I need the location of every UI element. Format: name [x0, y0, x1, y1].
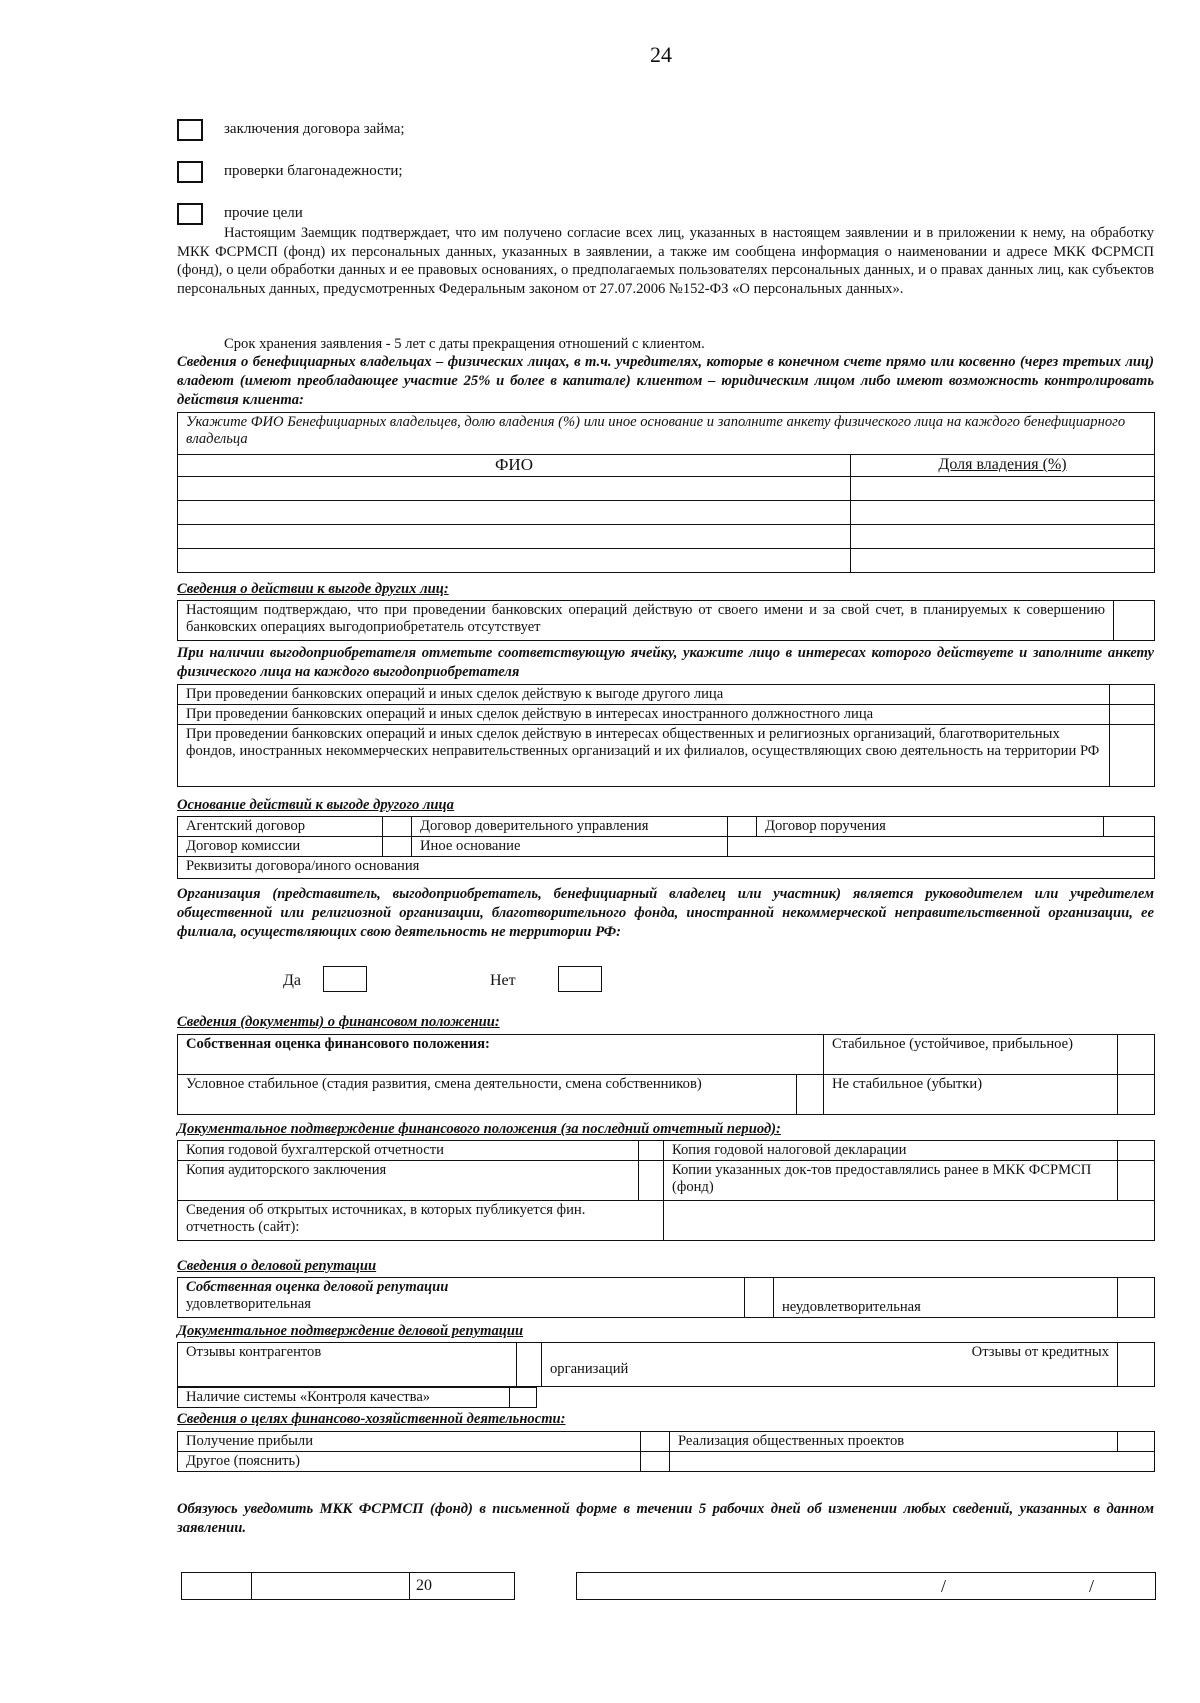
purpose-loan-checkbox[interactable]: [177, 119, 203, 141]
goal-other: Другое (пояснить): [178, 1452, 641, 1472]
goal-other-checkbox[interactable]: [641, 1452, 670, 1472]
benefit-option-checkbox[interactable]: [1110, 705, 1155, 725]
rep-quality: Наличие системы «Контроля качества»: [178, 1388, 510, 1408]
basis-trust-checkbox[interactable]: [728, 817, 757, 837]
basis-table: [177, 816, 1155, 879]
benefit-option: При проведении банковских операций и иных сделок действую к выгоде другого лица: [178, 685, 1110, 705]
fin-unstable-checkbox[interactable]: [1117, 1075, 1154, 1115]
rep-counterparties: Отзывы контрагентов: [178, 1343, 517, 1387]
fin-cond-stable: Условное стабильное (стадия развития, смена деятельности, смена собственников): [178, 1075, 797, 1115]
fin-doc-tax: Копия годовой налоговой декларации: [664, 1141, 1118, 1161]
fin-doc-provided: Копии указанных док-тов предоставлялись ранее в МКК ФСРМСП (фонд): [664, 1161, 1118, 1201]
retention-text: Срок хранения заявления - 5 лет с даты прекращения отношений с клиентом.: [224, 336, 705, 352]
rep-docs-heading: Документальное подтверждение деловой репутации: [177, 1323, 524, 1339]
benefit-option-checkbox[interactable]: [1110, 725, 1155, 787]
share-cell[interactable]: [851, 501, 1155, 525]
benefit-option: При проведении банковских операций и иных сделок действую в интересах иностранного должностного лица: [178, 705, 1110, 725]
fin-stable: Стабильное (устойчивое, прибыльное): [823, 1035, 1117, 1075]
basis-commission-checkbox[interactable]: [383, 837, 412, 857]
purpose-loan-label: заключения договора займа;: [224, 121, 405, 137]
rep-unsatisfactory-checkbox[interactable]: [1118, 1278, 1155, 1318]
fin-table: [177, 1034, 1155, 1115]
rep-credit-orgs-b: организаций: [550, 1361, 629, 1377]
beneficiary-note: При наличии выгодоприобретателя отметьте соответствующую ячейку, укажите лицо в интересах которого действуете и заполните анкету физического лица на каждого выгодоприобретателя: [177, 645, 1154, 680]
benefit-option-checkbox[interactable]: [1110, 685, 1155, 705]
obligation-text: Обязуюсь уведомить МКК ФСРМСП (фонд) в письменной форме в течении 5 рабочих дней об изменении любых сведений, указанных в данном заявлении.: [177, 1501, 1154, 1536]
fio-cell[interactable]: [178, 525, 851, 549]
rep-credit-orgs: [542, 1343, 1118, 1387]
fin-doc-audit: Копия аудиторского заключения: [178, 1161, 639, 1201]
fin-stable-checkbox[interactable]: [1117, 1035, 1154, 1075]
fio-cell[interactable]: [178, 501, 851, 525]
basis-agency-checkbox[interactable]: [383, 817, 412, 837]
purpose-reliability-label: проверки благонадежности;: [224, 163, 403, 179]
signature-separator: /: [1089, 1576, 1095, 1596]
fin-docs-heading: Документальное подтверждение финансового положения (за последний отчетный период):: [177, 1121, 781, 1137]
rep-own: [178, 1278, 745, 1318]
own-behalf-checkbox[interactable]: [1114, 601, 1155, 641]
date-month-field[interactable]: [251, 1572, 411, 1600]
rep-heading: Сведения о деловой репутации: [177, 1258, 377, 1274]
rep-quality-table: [177, 1387, 537, 1408]
fio-cell[interactable]: [178, 549, 851, 573]
basis-commission-order: Договор поручения: [757, 817, 1104, 837]
rep-credit-orgs-checkbox[interactable]: [1118, 1343, 1155, 1387]
goal-profit-checkbox[interactable]: [641, 1432, 670, 1452]
share-cell[interactable]: [851, 477, 1155, 501]
basis-agency: Агентский договор: [178, 817, 383, 837]
purpose-other-checkbox[interactable]: [177, 203, 203, 225]
basis-heading: Основание действий к выгоде другого лица: [177, 797, 454, 813]
rep-own-assessment: Собственная оценка деловой репутации: [186, 1279, 449, 1295]
fin-unstable: Не стабильное (убытки): [823, 1075, 1117, 1115]
basis-other: Иное основание: [412, 837, 728, 857]
fin-doc-annual: Копия годовой бухгалтерской отчетности: [178, 1141, 639, 1161]
signature-field[interactable]: [576, 1572, 1156, 1600]
share-cell[interactable]: [851, 549, 1155, 573]
fin-doc-open-sources: Сведения об открытых источниках, в которых публикуется фин. отчетность (сайт):: [178, 1201, 664, 1241]
benefit-options-table: [177, 684, 1155, 787]
benefit-option: При проведении банковских операций и иных сделок действую в интересах общественных и религиозных организаций, благотворительных фондов, иностранных некоммерческих неправительственных организаций и их филиалов, осуществляющих свою деятельность на территории РФ: [178, 725, 1110, 787]
date-year-field[interactable]: [409, 1572, 515, 1600]
yes-label: Да: [283, 972, 302, 989]
no-checkbox[interactable]: [558, 966, 602, 992]
rep-unsatisfactory: неудовлетворительная: [774, 1278, 1118, 1318]
year-prefix: 20: [416, 1577, 432, 1594]
basis-trust: Договор доверительного управления: [412, 817, 728, 837]
fin-doc-open-sources-field[interactable]: [664, 1201, 1155, 1241]
beneficiary-instruction: Укажите ФИО Бенефициарных владельцев, долю владения (%) или иное основание и заполните анкету физического лица на каждого бенефициарного владельца: [178, 413, 1155, 455]
rep-counterparties-checkbox[interactable]: [517, 1343, 542, 1387]
goal-social-checkbox[interactable]: [1118, 1432, 1155, 1452]
beneficiary-heading: Сведения о бенефициарных владельцах – физических лицах, в т.ч. учредителях, которые в конечном счете прямо или косвенно (через третьих лиц) владеют (имеют преобладающее участие 25% и более в капитале) клиентом – юридическим лицом либо имеют возможность контролировать действия клиента:: [177, 354, 1154, 408]
rep-table: [177, 1277, 1155, 1318]
consent-paragraph: Настоящим Заемщик подтверждает, что им получено согласие всех лиц, указанных в настоящем заявлении и в приложении к нему, на обработку МКК ФСРМСП (фонд) их персональных данных, указанных в заявлении, а также им сообщена информация о наименовании и адресе МКК ФСРМСП (фонд), о цели обработки данных и ее правовых основаниях, о предполагаемых пользователях персональных данных, и о правах данных лиц, как субъектов персональных данных, предусмотренных Федеральным законом от 27.07.2006 №152-ФЗ «О персональных данных».: [177, 225, 1154, 297]
goals-table: [177, 1431, 1155, 1472]
goal-other-field[interactable]: [670, 1452, 1155, 1472]
fin-docs-table: [177, 1140, 1155, 1241]
others-heading: Сведения о действии к выгоде других лиц:: [177, 581, 449, 597]
page-number: 24: [650, 42, 672, 67]
basis-details[interactable]: Реквизиты договора/иного основания: [178, 857, 1155, 879]
rep-credit-orgs-a: Отзывы от кредитных: [971, 1344, 1109, 1360]
goals-heading: Сведения о целях финансово-хозяйственной деятельности:: [177, 1411, 566, 1427]
purpose-other-label: прочие цели: [224, 205, 303, 221]
fin-doc-annual-checkbox[interactable]: [639, 1141, 664, 1161]
basis-commission: Договор комиссии: [178, 837, 383, 857]
col-share: Доля владения (%): [851, 455, 1155, 477]
purpose-reliability-checkbox[interactable]: [177, 161, 203, 183]
share-cell[interactable]: [851, 525, 1155, 549]
own-behalf-text: Настоящим подтверждаю, что при проведении банковских операций действую от своего имени и за свой счет, в планируемых к совершению банковских операциях выгодоприобретатель отсутствует: [178, 601, 1114, 641]
rep-quality-checkbox[interactable]: [510, 1388, 537, 1408]
basis-other-field[interactable]: [728, 837, 1155, 857]
date-day-field[interactable]: [181, 1572, 253, 1600]
beneficiary-table: [177, 412, 1155, 573]
own-behalf-table: [177, 600, 1155, 641]
goal-social: Реализация общественных проектов: [670, 1432, 1118, 1452]
fin-heading: Сведения (документы) о финансовом положении:: [177, 1014, 500, 1030]
rep-satisfactory-checkbox[interactable]: [745, 1278, 774, 1318]
fin-own-assessment: Собственная оценка финансового положения:: [178, 1035, 824, 1075]
yes-checkbox[interactable]: [323, 966, 367, 992]
goal-profit: Получение прибыли: [178, 1432, 641, 1452]
no-label: Нет: [490, 972, 516, 989]
signature-separator: /: [941, 1576, 947, 1596]
rep-docs-table: [177, 1342, 1155, 1387]
rep-satisfactory: удовлетворительная: [186, 1296, 311, 1312]
fin-cond-stable-checkbox[interactable]: [796, 1075, 823, 1115]
org-heading: Организация (представитель, выгодоприобретатель, бенефициарный владелец или участник) является руководителем или учредителем общественной или религиозной организации, благотворительного фонда, иностранной некоммерческой неправительственной организации, ее филиала, осуществляющих свою деятельность не территории РФ:: [177, 886, 1154, 940]
basis-commission-order-checkbox[interactable]: [1104, 817, 1155, 837]
col-fio: ФИО: [178, 455, 851, 477]
fin-doc-provided-checkbox[interactable]: [1118, 1161, 1155, 1201]
fin-doc-audit-checkbox[interactable]: [639, 1161, 664, 1201]
fin-doc-tax-checkbox[interactable]: [1118, 1141, 1155, 1161]
fio-cell[interactable]: [178, 477, 851, 501]
